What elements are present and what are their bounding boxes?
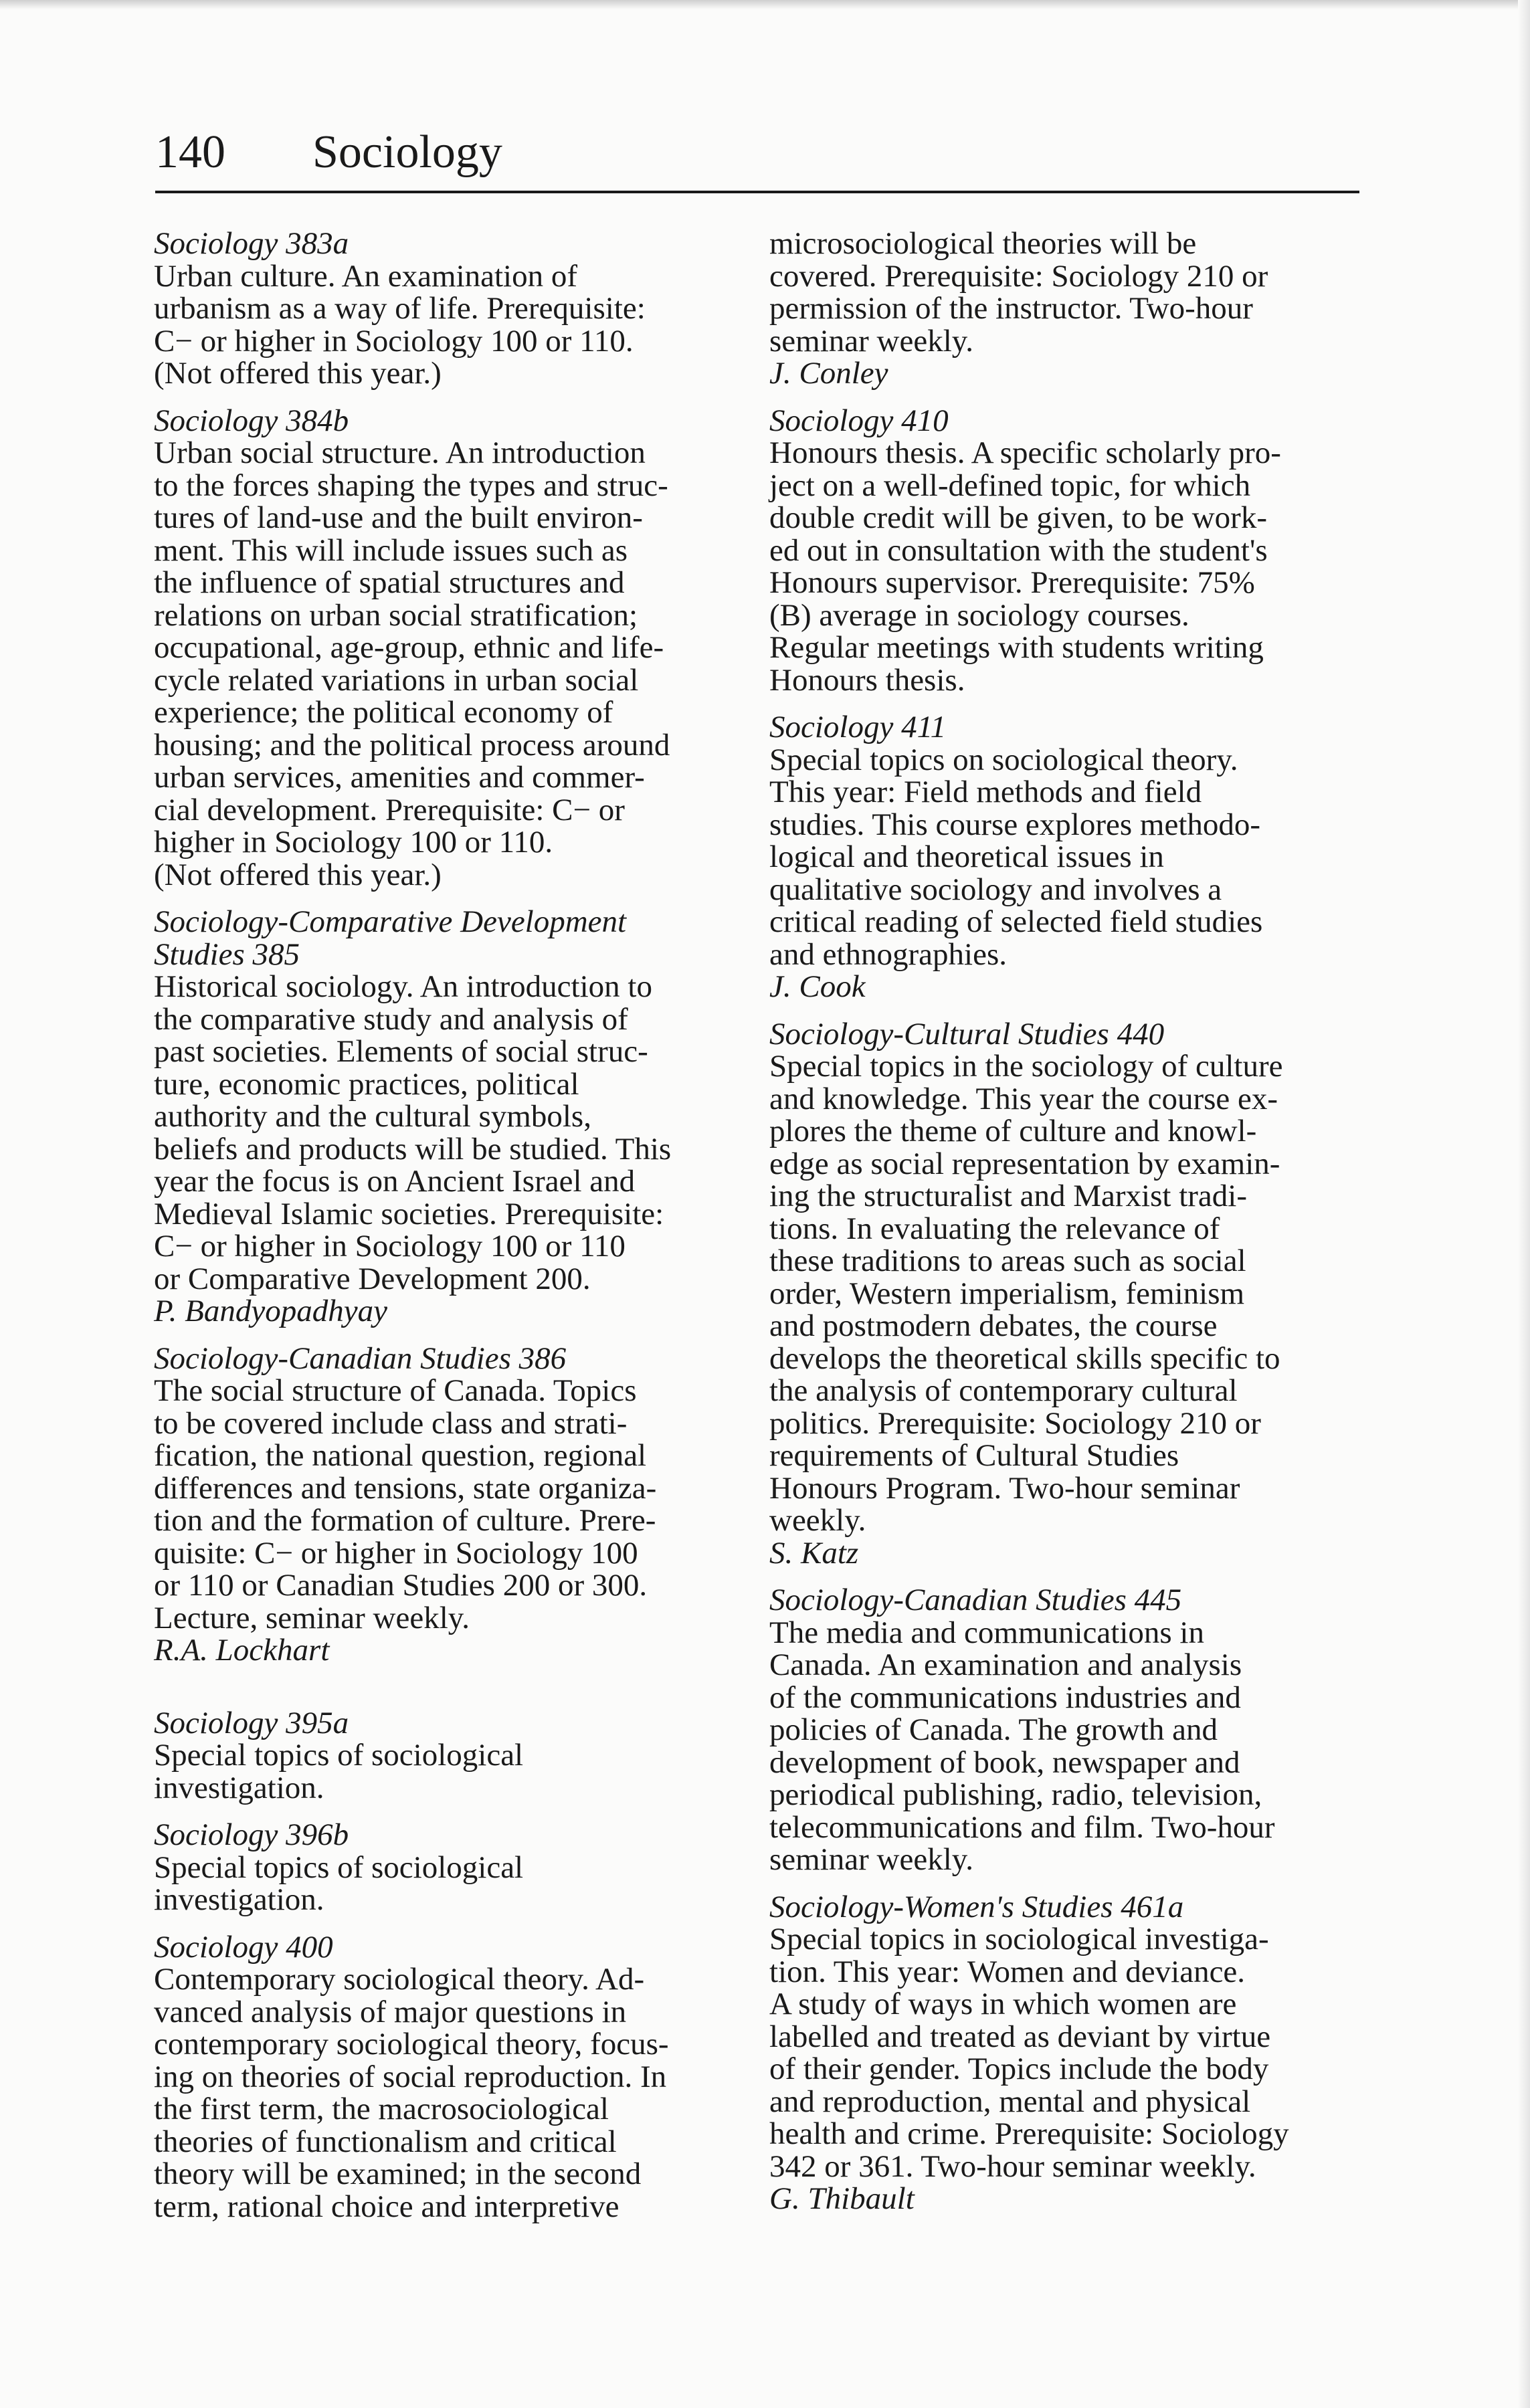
course-description-line: or 110 or Canadian Studies 200 or 300. (154, 1568, 648, 1603)
course-description-line: fication, the national question, regional (154, 1438, 647, 1473)
course-description-line: occupational, age-group, ethnic and life- (154, 630, 664, 665)
course-description-line: ject on a well-defined topic, for which (769, 468, 1251, 503)
left-column (154, 227, 743, 2237)
course-description-line: ed out in consultation with the student's (769, 532, 1268, 568)
course-description-line: Medieval Islamic societies. Prerequisite: (154, 1196, 664, 1231)
right-column (769, 227, 1371, 2230)
course-description-line: qualitative sociology and involves a (769, 872, 1222, 907)
course-description-line: (Not offered this year.) (154, 857, 442, 892)
course-description-line: and reproduction, mental and physical (769, 2084, 1251, 2119)
course-entry (154, 1707, 743, 1805)
course-entry (154, 1342, 743, 1667)
course-description-line: term, rational choice and interpretive (154, 2189, 619, 2224)
course-description-line: relations on urban social stratification; (154, 597, 638, 633)
course-description-line: Regular meetings with students writing (769, 630, 1264, 665)
course-description-line: Special topics of sociological (154, 1738, 524, 1773)
course-title: Sociology-Canadian Studies 445 (769, 1583, 1182, 1617)
course-description-line: tions. In evaluating the relevance of (769, 1211, 1220, 1246)
page-number: 140 (155, 126, 225, 178)
course-description-line: experience; the political economy of (154, 695, 613, 730)
course-description-line: logical and theoretical issues in (769, 839, 1164, 874)
instructor-name: R.A. Lockhart (154, 1633, 330, 1668)
course-description-line: telecommunications and film. Two-hour (769, 1809, 1275, 1845)
course-description-line: ture, economic practices, political (154, 1066, 579, 1102)
course-description-line: microsociological theories will be (769, 226, 1197, 261)
course-description-line: to be covered include class and strati- (154, 1405, 628, 1441)
course-title: Sociology-Comparative Development (154, 904, 627, 939)
course-description-line: the first term, the macrosociological (154, 2092, 609, 2126)
course-entry (769, 1584, 1371, 1876)
course-description-line: ment. This will include issues such as (154, 532, 628, 568)
course-description-line: or Comparative Development 200. (154, 1261, 591, 1296)
course-description-line: studies. This course explores methodo- (769, 807, 1261, 842)
course-description-line: tion and the formation of culture. Prere- (154, 1503, 656, 1538)
course-description-line: health and crime. Prerequisite: Sociology (769, 2116, 1289, 2151)
course-title: Sociology 396b (154, 1817, 349, 1852)
course-description-line: housing; and the political process around (154, 727, 670, 763)
instructor-name: G. Thibault (769, 2181, 915, 2216)
course-description-line: cycle related variations in urban social (154, 662, 639, 698)
course-description-line: Lecture, seminar weekly. (154, 1600, 470, 1635)
course-description-line: the comparative study and analysis of (154, 1001, 628, 1037)
course-description-line: policies of Canada. The growth and (769, 1712, 1218, 1747)
course-description-line: weekly. (769, 1503, 866, 1538)
course-description-line: critical reading of selected field studies (769, 904, 1263, 939)
course-description-line: cial development. Prerequisite: C− or (154, 792, 625, 827)
course-entry (154, 405, 743, 892)
course-description-line: Honours thesis. (769, 662, 965, 698)
course-description-line: seminar weekly. (769, 1842, 973, 1877)
course-description-line: investigation. (154, 1882, 324, 1917)
course-description-line: Honours Program. Two-hour seminar (769, 1470, 1240, 1506)
course-entry (769, 405, 1371, 697)
course-description-line: order, Western imperialism, feminism (769, 1276, 1245, 1311)
course-description-line: these traditions to areas such as social (769, 1243, 1246, 1278)
course-description-line: plores the theme of culture and knowl- (769, 1114, 1257, 1148)
course-entry (769, 711, 1371, 1003)
course-description-line: Urban social structure. An introduction (154, 435, 646, 470)
course-title-continued: Studies 385 (154, 936, 300, 972)
course-description-line: authority and the cultural symbols, (154, 1099, 591, 1134)
course-title: Sociology 384b (154, 403, 349, 438)
instructor-name: J. Conley (769, 356, 888, 391)
course-description-line: theory will be examined; in the second (154, 2156, 642, 2191)
course-title: Sociology 383a (154, 226, 349, 261)
course-description-line: ing the structuralist and Marxist tradi- (769, 1179, 1247, 1213)
course-description-line: investigation. (154, 1770, 324, 1805)
course-description-line: permission of the instructor. Two-hour (769, 291, 1253, 326)
course-description-line: development of book, newspaper and (769, 1744, 1240, 1780)
course-description-line: requirements of Cultural Studies (769, 1438, 1179, 1473)
course-title: Sociology 400 (154, 1929, 333, 1965)
course-description-line: Honours supervisor. Prerequisite: 75% (769, 565, 1255, 600)
course-description-line: tion. This year: Women and deviance. (769, 1954, 1246, 1989)
course-description-line: covered. Prerequisite: Sociology 210 or (769, 258, 1268, 294)
course-description-line: seminar weekly. (769, 323, 973, 359)
course-description-line: Special topics on sociological theory. (769, 742, 1238, 777)
course-description-line: of their gender. Topics include the body (769, 2051, 1269, 2086)
course-description-line: and postmodern debates, the course (769, 1308, 1218, 1343)
course-description-line: theories of functionalism and critical (154, 2124, 617, 2159)
course-description-line: Honours thesis. A specific scholarly pro- (769, 435, 1281, 470)
page-top-edge (0, 0, 1530, 9)
course-entry (154, 906, 743, 1328)
course-description-line: edge as social representation by examin- (769, 1146, 1280, 1181)
course-entry (154, 227, 743, 390)
course-description-line: (Not offered this year.) (154, 356, 442, 391)
course-description-line: past societies. Elements of social struc- (154, 1034, 648, 1069)
course-title: Sociology-Women's Studies 461a (769, 1889, 1184, 1924)
course-description-line: Historical sociology. An introduction to (154, 969, 652, 1004)
course-description-line: to the forces shaping the types and struc- (154, 468, 668, 503)
course-description-line: differences and tensions, state organiza- (154, 1470, 657, 1506)
course-description-line: politics. Prerequisite: Sociology 210 or (769, 1405, 1261, 1441)
instructor-name: S. Katz (769, 1535, 859, 1571)
course-description-line: The media and communications in (769, 1615, 1204, 1650)
course-description-line: Contemporary sociological theory. Ad- (154, 1962, 645, 1997)
course-description-line: A study of ways in which women are (769, 1987, 1237, 2021)
course-description-line: develops the theoretical skills specific to (769, 1340, 1280, 1376)
course-entry (154, 1819, 743, 1916)
course-description-line: tures of land-use and the built environ- (154, 500, 643, 535)
instructor-name: J. Cook (769, 969, 866, 1004)
course-description-line: Urban culture. An examination of (154, 258, 578, 294)
course-description-line: The social structure of Canada. Topics (154, 1373, 637, 1408)
course-entry (769, 1891, 1371, 2215)
course-description-line: the influence of spatial structures and (154, 565, 625, 600)
header-rule (155, 191, 1359, 193)
course-description-line: double credit will be given, to be work- (769, 500, 1267, 535)
course-description-line: Canada. An examination and analysis (769, 1647, 1242, 1682)
course-description-line: Special topics in the sociology of culture (769, 1049, 1283, 1084)
course-description-line: contemporary sociological theory, focus- (154, 2027, 669, 2062)
instructor-name: P. Bandyopadhyay (154, 1294, 387, 1328)
course-description-line: Special topics of sociological (154, 1849, 524, 1885)
course-description-line: vanced analysis of major questions in (154, 1994, 627, 2029)
course-title: Sociology 410 (769, 403, 949, 438)
course-description-line: C− or higher in Sociology 100 or 110 (154, 1229, 626, 1264)
course-description-line: ing on theories of social reproduction. In (154, 2059, 667, 2094)
course-title: Sociology 411 (769, 710, 947, 744)
page-header (155, 119, 1359, 193)
course-description-line: higher in Sociology 100 or 110. (154, 825, 553, 860)
course-description-line: year the focus is on Ancient Israel and (154, 1164, 636, 1199)
course-description-line: 342 or 361. Two-hour seminar weekly. (769, 2148, 1256, 2184)
course-description-line: of the communications industries and (769, 1680, 1241, 1715)
course-description-line: the analysis of contemporary cultural (769, 1373, 1238, 1408)
course-entry (154, 1931, 743, 2223)
course-description-line: beliefs and products will be studied. This (154, 1131, 672, 1167)
section-title: Sociology (312, 126, 502, 178)
course-description-line: urbanism as a way of life. Prerequisite: (154, 291, 646, 326)
course-description-line: quisite: C− or higher in Sociology 100 (154, 1535, 638, 1571)
course-description-line: urban services, amenities and commer- (154, 760, 645, 795)
course-description-line: and knowledge. This year the course ex- (769, 1081, 1278, 1116)
course-title: Sociology 395a (154, 1705, 349, 1740)
course-entry-continued (769, 227, 1371, 390)
course-description-line: (B) average in sociology courses. (769, 597, 1189, 633)
course-description-line: C− or higher in Sociology 100 or 110. (154, 323, 634, 359)
course-description-line: and ethnographies. (769, 936, 1008, 972)
page-right-edge (1518, 0, 1530, 2408)
course-title: Sociology-Canadian Studies 386 (154, 1340, 567, 1376)
course-description-line: periodical publishing, radio, television, (769, 1777, 1262, 1812)
course-description-line: Special topics in sociological investiga- (769, 1922, 1269, 1956)
course-entry (769, 1018, 1371, 1570)
course-title: Sociology-Cultural Studies 440 (769, 1016, 1165, 1051)
course-description-line: labelled and treated as deviant by virtue (769, 2019, 1271, 2054)
course-description-line: This year: Field methods and field (769, 775, 1202, 809)
